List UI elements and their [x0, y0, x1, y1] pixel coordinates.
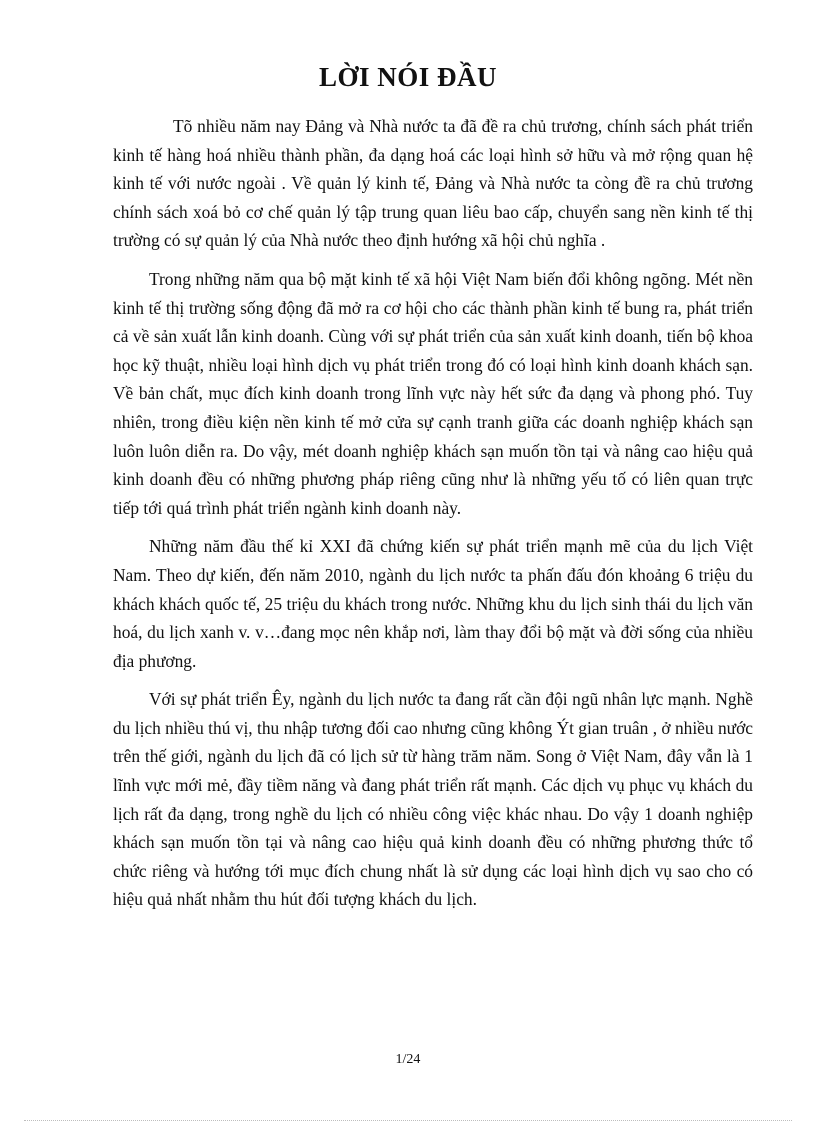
paragraph-1: Tõ nhiều năm nay Đảng và Nhà nước ta đã đề ra chủ trương, chính sách phát triển kinh tế hàng hoá nhiều thành phần, đa dạng hoá các loại hình sở hữu và mở rộng quan hệ kinh tế với nước ngoài . Về quản lý kinh tế, Đảng và Nhà nước ta còng đề ra chủ trương chính sách xoá bỏ cơ chế quản lý tập trung quan liêu bao cấp, chuyển sang nền kinh tế thị trường có sự quản lý của Nhà nước theo định hướng xã hội chủ nghĩa . — [113, 116, 753, 251]
paragraph-2: Trong những năm qua bộ mặt kinh tế xã hội Việt Nam biến đổi không ngõng. Mét nền kinh tế thị trường sống động đã mở ra cơ hội cho các thành phần kinh tế bung ra, phát triển cả về sản xuất lẫn kinh doanh. Cùng với sự phát triển của sản xuất kinh doanh, tiến bộ khoa học kỹ thuật, nhiều loại hình dịch vụ phát triển trong đó có loại hình kinh doanh khách sạn. Về bản chất, mục đích kinh doanh trong lĩnh vực này hết sức đa dạng và phong phó. Tuy nhiên, trong điều kiện nền kinh tế mở cửa sự cạnh tranh giữa các doanh nghiệp khách sạn luôn luôn diễn ra. Do vậy, mét doanh nghiệp khách sạn muốn tồn tại và nâng cao hiệu quả kinh doanh đều có những phương pháp riêng cũng như là những yếu tố có liên quan trực tiếp tới quá trình phát triển ngành kinh doanh này. — [113, 268, 753, 518]
page-bottom-divider — [24, 1120, 792, 1121]
body-text — [113, 112, 753, 924]
page-title: LỜI NÓI ĐẦU — [318, 62, 498, 92]
paragraph-3: Những năm đầu thế kỉ XXI đã chứng kiến sự phát triển mạnh mẽ của du lịch Việt Nam. Theo dự kiến, đến năm 2010, ngành du lịch nước ta phấn đấu đón khoảng 6 triệu du khách khách quốc tế, 25 triệu du khách trong nước. Những khu du lịch sinh thái du lịch văn hoá, du lịch xanh v. v…đang mọc nên khắp nơi, làm thay đổi bộ mặt và đời sống của nhiều địa phương. — [113, 536, 753, 671]
page-number: 1/24 — [395, 1052, 421, 1067]
paragraph-4: Với sự phát triển Êy, ngành du lịch nước ta đang rất cần đội ngũ nhân lực mạnh. Nghề du lịch nhiều thú vị, thu nhập tương đối cao nhưng cũng không Ýt gian truân , ở nhiều nước trên thế giới, ngành du lịch đã có lịch sử từ hàng trăm năm. Song ở Việt Nam, đây vẫn là 1 lĩnh vực mới mẻ, đầy tiềm năng và đang phát triển rất mạnh. Các dịch vụ phục vụ khách du lịch rất đa dạng, trong nghề du lịch có nhiều công việc khác nhau. Do vậy 1 doanh nghiệp khách sạn muốn tồn tại và nâng cao hiệu quả kinh doanh đều có những phương thức tổ chức riêng và hướng tới mục đích chung nhất là sử dụng các loại hình dịch vụ sao cho có hiệu quả nhất nhằm thu hút đối tượng khách du lịch. — [113, 689, 753, 910]
